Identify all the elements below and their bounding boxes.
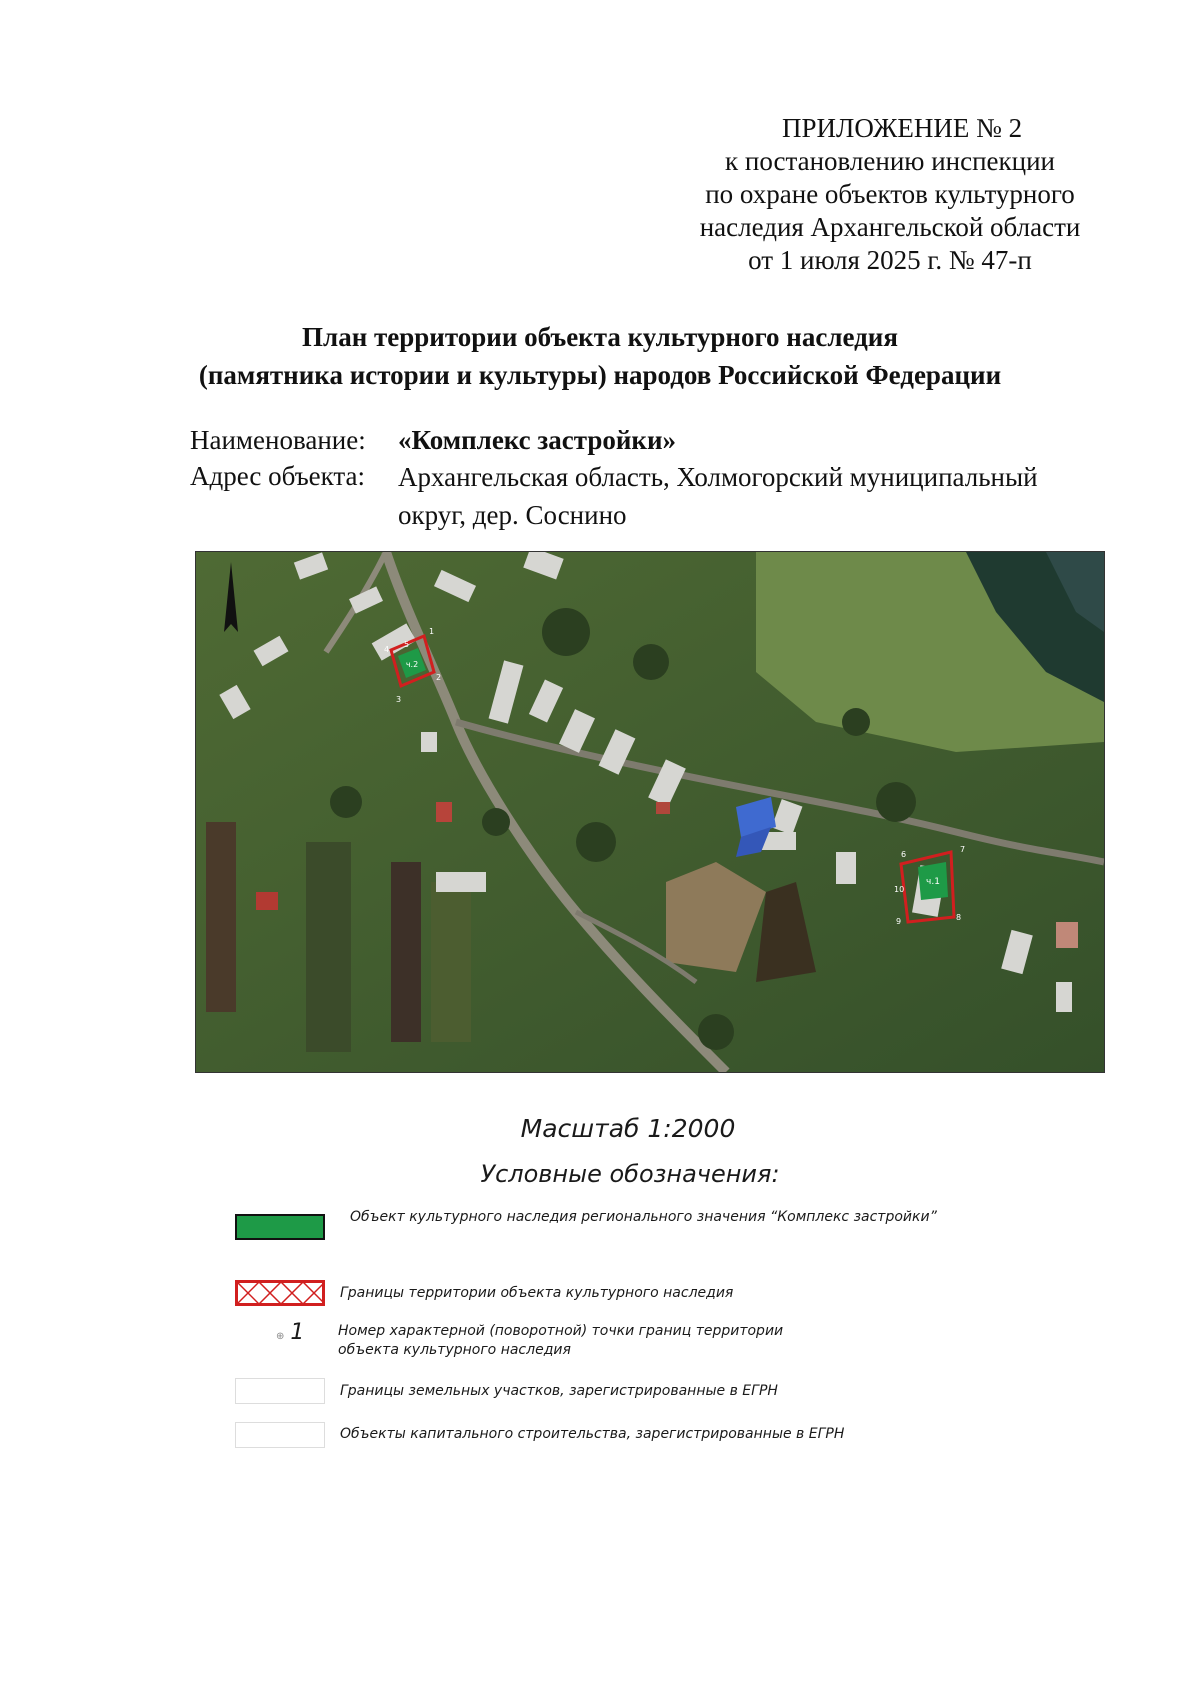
- legend-boundary-swatch: [235, 1280, 325, 1306]
- appendix-heading: ПРИЛОЖЕНИЕ № 2: [782, 113, 1023, 143]
- point-8-label: 8: [956, 913, 962, 922]
- legend-point-text-line-2: объекта культурного наследия: [338, 1342, 571, 1358]
- title-line-2: (памятника истории и культуры) народов Российской Федерации: [198, 360, 1002, 390]
- point-10-label: 10: [894, 885, 905, 894]
- point-4-label: 4: [384, 645, 390, 654]
- legend-point-number: 1: [290, 1320, 305, 1345]
- point-9-label: 9: [896, 917, 902, 926]
- legend-point-marker: [276, 1320, 304, 1345]
- point-7-label: 7: [960, 845, 966, 854]
- point-5-label: 5: [404, 640, 410, 649]
- appendix-line-2: по охране объектов культурного: [705, 179, 1075, 209]
- legend-boundary-text: Границы территории объекта культурного наследия: [340, 1285, 734, 1301]
- legend-parcels-text: Границы земельных участков, зарегистрированные в ЕГРН: [340, 1383, 778, 1399]
- address-line-1: Архангельская область, Холмогорский муниципальный: [398, 462, 1038, 492]
- legend-title: Условные обозначения:: [480, 1160, 780, 1188]
- point-1-label: 1: [429, 627, 435, 636]
- legend-heritage-text: Объект культурного наследия регионального значения “Комплекс застройки”: [350, 1209, 937, 1225]
- legend-buildings-swatch: [235, 1422, 325, 1448]
- title-line-1: План территории объекта культурного наследия: [302, 322, 898, 352]
- point-dot-icon: ⊕: [276, 1331, 285, 1342]
- appendix-line-3: наследия Архангельской области: [699, 212, 1081, 242]
- address-value: [398, 458, 1038, 534]
- address-label: Адрес объекта:: [190, 461, 366, 491]
- name-value: «Комплекс застройки»: [398, 425, 677, 455]
- map-scale: Масштаб 1:2000: [520, 1114, 736, 1143]
- point-2-label: 2: [436, 673, 442, 682]
- aerial-map-image: [196, 552, 1104, 1072]
- site-1-label: ч.1: [926, 877, 940, 887]
- appendix-line-1: к постановлению инспекции: [725, 146, 1055, 176]
- legend-heritage-swatch: [235, 1214, 325, 1240]
- appendix-line-4: от 1 июля 2025 г. № 47-п: [748, 245, 1032, 275]
- legend-point-text: [338, 1322, 858, 1360]
- appendix-block: [640, 112, 1140, 277]
- document-title: [0, 318, 1200, 394]
- legend-parcels-swatch: [235, 1378, 325, 1404]
- address-line-2: округ, дер. Соснино: [398, 500, 627, 530]
- name-label: Наименование:: [190, 425, 366, 455]
- aerial-map: [195, 551, 1105, 1073]
- point-6-label: 6: [901, 850, 907, 859]
- legend-point-text-line-1: Номер характерной (поворотной) точки границ территории: [338, 1323, 784, 1339]
- site-2-label: ч.2: [405, 660, 419, 669]
- legend-buildings-text: Объекты капитального строительства, зарегистрированные в ЕГРН: [340, 1426, 845, 1442]
- point-3-label: 3: [396, 695, 402, 704]
